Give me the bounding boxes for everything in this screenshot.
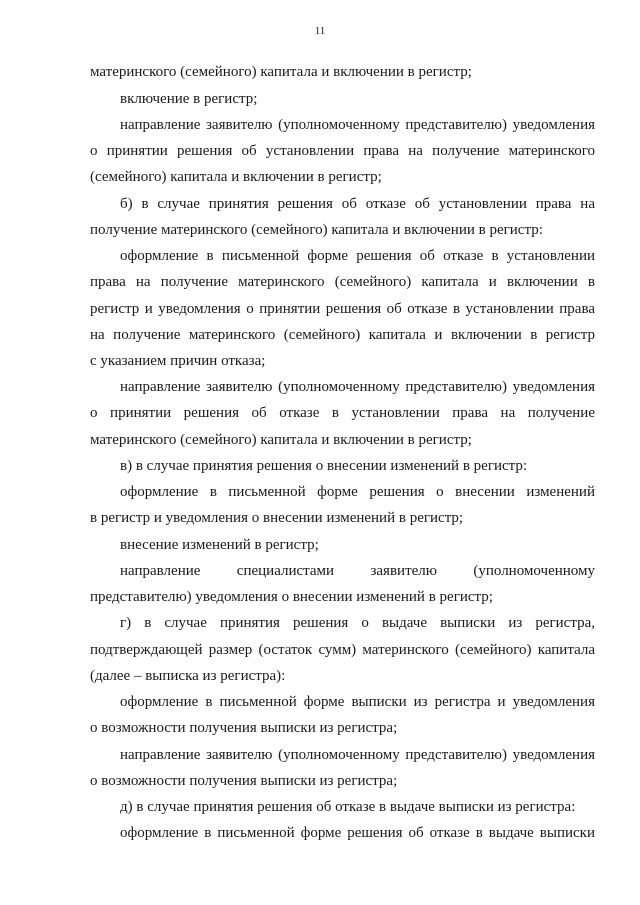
text-line: (далее – выписка из регистра): [90,668,286,684]
text-line: о возможности получения выписки из регистра; [90,773,398,789]
text-line: направление специалистами заявителю (уполномоченному [120,563,595,579]
text-line: направление заявителю (уполномоченному представителю) уведомления [120,747,595,763]
text-line: права на получение материнского (семейного) капитала и включении в [90,274,595,290]
text-line: с указанием причин отказа; [90,353,266,369]
text-line: оформление в письменной форме выписки из регистра и уведомления [120,694,595,710]
text-line: о возможности получения выписки из регистра; [90,720,398,736]
text-line: оформление в письменной форме решения о внесении изменений [120,484,595,500]
text-line: оформление в письменной форме решения об отказе в установлении [120,248,595,264]
text-line: внесение изменений в регистр; [120,537,319,553]
page-number: 11 [314,25,326,37]
text-line: о принятии решения об отказе в установлении права на получение [90,405,595,421]
text-line: г) в случае принятия решения о выдаче выписки из регистра, [120,615,595,631]
text-line: о принятии решения об установлении права на получение материнского [90,143,595,159]
text-line: направление заявителю (уполномоченному представителю) уведомления [120,379,595,395]
text-line: регистр и уведомления о принятии решения об отказе в установлении права [90,301,595,317]
text-line: (семейного) капитала и включении в регистр; [90,169,382,185]
text-line: на получение материнского (семейного) капитала и включении в регистр [90,327,595,343]
text-line: д) в случае принятия решения об отказе в выдаче выписки из регистра: [120,799,576,815]
text-line: направление заявителю (уполномоченному представителю) уведомления [120,117,595,133]
text-line: в регистр и уведомления о внесении изменений в регистр; [90,510,464,526]
text-line: в) в случае принятия решения о внесении изменений в регистр: [120,458,528,474]
text-line: получение материнского (семейного) капитала и включении в регистр: [90,222,543,238]
text-line: представителю) уведомления о внесении изменений в регистр; [90,589,493,605]
text-line: оформление в письменной форме решения об отказе в выдаче выписки [120,825,595,841]
text-line: включение в регистр; [120,91,258,107]
text-line: материнского (семейного) капитала и включении в регистр; [90,432,472,448]
text-line: подтверждающей размер (остаток сумм) материнского (семейного) капитала [90,642,595,658]
text-line: б) в случае принятия решения об отказе об установлении права на [120,196,595,212]
text-line: материнского (семейного) капитала и включении в регистр; [90,64,472,80]
